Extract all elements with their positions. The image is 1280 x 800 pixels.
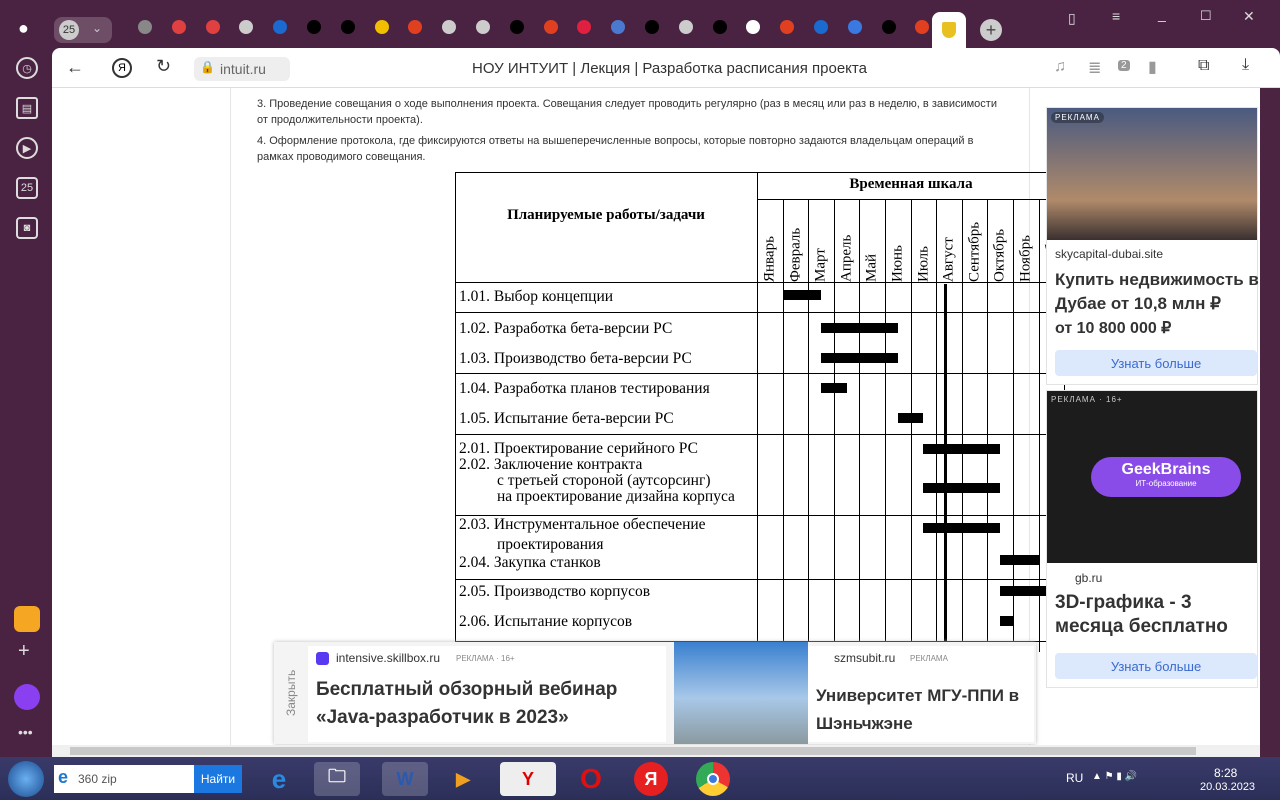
task-label: 2.02. Заключение контракта	[459, 456, 643, 473]
task-label: 2.01. Проектирование серийного РС	[459, 440, 698, 457]
ad-price: от 10 800 000 ₽	[1055, 320, 1172, 337]
grid-line	[1013, 199, 1014, 652]
browser-tab[interactable]	[709, 16, 731, 38]
horizontal-scrollbar[interactable]	[52, 745, 1260, 757]
scrollbar-thumb[interactable]	[70, 747, 1196, 755]
gantt-task-row	[459, 289, 613, 305]
browser-tab[interactable]	[607, 16, 629, 38]
back-button[interactable]: ←	[66, 57, 84, 77]
yandex-icon[interactable]: Я	[112, 58, 132, 78]
ad-card-realestate[interactable]	[1046, 107, 1258, 385]
month-label: Февраль	[787, 227, 804, 282]
media-player-icon[interactable]: ▶	[456, 768, 470, 789]
task-label: 1.05. Испытание бета-версии РС	[459, 410, 674, 427]
ad-badge: РЕКЛАМА · 16+	[456, 654, 515, 663]
collections-icon[interactable]: ▤	[16, 97, 38, 119]
calendar-icon[interactable]: 25	[16, 177, 38, 199]
list-item-4: 4. Оформление протокола, где фиксируются ответы на вышеперечисленные вопросы, которые повторно задаются владельцам операций в рамках проводимого совещания.	[257, 135, 974, 163]
close-ad-button[interactable]: Закрыть	[284, 669, 298, 717]
tray-icons[interactable]: ▲ ⚑ ▮ 🔊	[1092, 771, 1138, 782]
browser-tab[interactable]	[371, 16, 393, 38]
add-panel-icon[interactable]: +	[18, 640, 30, 662]
task-label: проектирования	[497, 536, 604, 553]
browser-tab[interactable]	[641, 16, 663, 38]
search-value: 360 zip	[78, 772, 117, 786]
ad-badge: РЕКЛАМА · 16+	[1051, 395, 1123, 404]
clock-time[interactable]: 8:28	[1214, 766, 1238, 780]
history-icon[interactable]: ◷	[16, 57, 38, 79]
ad-skillbox[interactable]	[308, 646, 666, 742]
row-divider	[455, 579, 1065, 580]
ad-image	[674, 642, 808, 744]
tab-group-button[interactable]	[54, 17, 112, 43]
headphones-icon[interactable]: ♫	[1054, 58, 1066, 75]
screenshot-icon[interactable]: ◙	[16, 217, 38, 239]
browser-tab[interactable]	[404, 16, 426, 38]
ad-image	[1047, 391, 1257, 563]
month-label: Сентябрь	[966, 221, 983, 282]
gantt-task-row	[459, 411, 674, 427]
grid-line	[834, 199, 835, 652]
browser-tab[interactable]	[540, 16, 562, 38]
ad-title: Купить недвижимость в Дубае от 10,8 млн ₽	[1055, 270, 1259, 313]
gantt-chart-image	[455, 172, 1065, 652]
list-item-3: 3. Проведение совещания о ходе выполнения проекта. Совещания следует проводить регулярно (раз в месяц или раз в неделю, в зависимости от продолжительности проекта).	[257, 98, 997, 126]
profile-icon[interactable]: ●	[18, 18, 29, 38]
task-label: 1.02. Разработка бета-версии РС	[459, 320, 673, 337]
browser-tab[interactable]	[810, 16, 832, 38]
task-label: 1.03. Производство бета-версии РС	[459, 350, 692, 367]
browser-sidebar	[0, 48, 52, 758]
browser-tab[interactable]	[573, 16, 595, 38]
month-label: Июль	[915, 246, 932, 282]
maximize-button[interactable]: ☐	[1200, 8, 1212, 23]
browser-tab[interactable]	[134, 16, 156, 38]
gantt-task-row	[459, 555, 601, 571]
grid-line	[859, 199, 860, 652]
ad-title: Бесплатный обзорный вебинар «Java-разработчик в 2023»	[316, 679, 618, 728]
new-tab-button[interactable]: +	[980, 19, 1002, 41]
more-icon[interactable]: •••	[18, 724, 33, 740]
gantt-task-row	[459, 517, 706, 553]
ad-card-geekbrains[interactable]	[1046, 390, 1258, 688]
extensions-icon[interactable]: ⧉	[1198, 57, 1210, 74]
browser-tab[interactable]	[776, 16, 798, 38]
task-label: 1.01. Выбор концепции	[459, 288, 614, 305]
ad-image	[1047, 108, 1257, 240]
minimize-button[interactable]: _	[1158, 6, 1166, 22]
row-divider	[455, 434, 1065, 435]
browser-tab[interactable]	[337, 16, 359, 38]
bookmarks-icon[interactable]: ▯	[1068, 10, 1076, 26]
bottom-ad-banner	[274, 642, 1036, 744]
mail-icon[interactable]	[14, 606, 40, 632]
browser-tab[interactable]	[438, 16, 460, 38]
tasks-column-header: Планируемые работы/задачи	[507, 207, 705, 223]
row-divider	[455, 282, 1065, 283]
task-label: 2.05. Производство корпусов	[459, 583, 651, 600]
ad-badge: РЕКЛАМА	[1051, 112, 1104, 123]
month-label: Апрель	[838, 234, 855, 282]
task-label: на проектирование дизайна корпуса	[497, 488, 735, 505]
gantt-task-row	[459, 351, 692, 367]
gantt-bar	[783, 290, 821, 300]
task-label: 1.04. Разработка планов тестирования	[459, 380, 710, 397]
ad-domain: skycapital-dubai.site	[1055, 247, 1164, 261]
ad-brand: GeekBrains	[1121, 461, 1211, 478]
shield-icon	[942, 22, 956, 38]
active-tab[interactable]	[932, 12, 966, 48]
gantt-bar	[1000, 555, 1038, 565]
lock-icon: 🔒	[200, 60, 215, 74]
word-icon[interactable]: W	[382, 762, 428, 796]
task-label: 2.06. Испытание корпусов	[459, 613, 633, 630]
learn-more-button[interactable]: Узнать больше	[1055, 350, 1257, 376]
gantt-task-row	[459, 614, 632, 630]
tab-count: 25	[59, 20, 79, 40]
month-label: Январь	[761, 236, 778, 282]
gantt-bar	[821, 383, 847, 393]
browser-tab[interactable]	[506, 16, 528, 38]
ad-brand-sub: ИТ-образование	[1135, 479, 1197, 488]
browser-tab[interactable]	[269, 16, 291, 38]
browser-tab[interactable]	[911, 16, 933, 38]
row-divider	[455, 373, 1065, 374]
grid-line	[1039, 199, 1040, 652]
gantt-task-row	[459, 441, 698, 457]
ad-title: 3D-графика - 3 месяца бесплатно	[1055, 592, 1228, 637]
reload-button[interactable]: ↻	[156, 56, 172, 76]
timeline-header: Временная шкала	[849, 176, 973, 192]
reviews-badge[interactable]: 2	[1118, 60, 1130, 71]
grid-line	[962, 199, 963, 652]
explorer-icon[interactable]: 🗀	[314, 762, 360, 796]
browser-tab[interactable]	[675, 16, 697, 38]
alice-icon[interactable]	[14, 684, 40, 710]
grid-line	[885, 199, 886, 652]
chevron-down-icon: ⌄	[92, 21, 103, 35]
yandex-icon[interactable]: Я	[634, 762, 668, 796]
browser-tab[interactable]	[303, 16, 325, 38]
task-label: 2.04. Закупка станков	[459, 554, 601, 571]
video-icon[interactable]: ▶	[16, 137, 38, 159]
gantt-bar	[821, 353, 898, 363]
month-label: Ноябрь	[1017, 235, 1034, 282]
grid-line	[936, 199, 937, 652]
gantt-task-row	[459, 321, 672, 337]
downloads-icon[interactable]: ⤓	[1242, 56, 1250, 73]
ie-icon: e	[58, 767, 69, 787]
month-label: Октябрь	[991, 228, 1008, 282]
address-bar	[52, 48, 1280, 88]
month-label: Май	[863, 253, 880, 282]
start-button[interactable]	[8, 761, 44, 797]
gantt-task-row	[459, 457, 735, 505]
skillbox-icon	[316, 652, 329, 665]
page-content	[52, 88, 1260, 745]
opera-icon[interactable]: O	[580, 763, 602, 794]
browser-tab[interactable]	[742, 16, 764, 38]
current-date-line	[944, 284, 947, 652]
ad-university[interactable]	[808, 646, 1034, 742]
clock-date[interactable]: 20.03.2023	[1200, 781, 1256, 793]
browser-tab[interactable]	[202, 16, 224, 38]
ad-domain: szmsubit.ru	[834, 651, 896, 665]
gantt-bar	[898, 413, 924, 423]
gantt-bar	[923, 444, 1000, 454]
language-indicator[interactable]: RU	[1066, 771, 1084, 785]
browser-tab[interactable]	[168, 16, 190, 38]
tab-bar	[0, 0, 1280, 48]
gantt-task-row	[459, 584, 650, 600]
grid-line	[808, 199, 809, 652]
grid-line	[987, 199, 988, 652]
ad-domain: gb.ru	[1075, 571, 1103, 585]
gantt-bar	[923, 523, 1000, 533]
close-window-button[interactable]: ✕	[1243, 8, 1255, 24]
ad-domain: intensive.skillbox.ru	[336, 651, 441, 665]
task-label: с третьей стороной (аутсорсинг)	[497, 472, 711, 489]
grid-line	[911, 199, 912, 652]
gantt-bar	[1000, 586, 1051, 596]
grid-line	[783, 199, 784, 652]
search-button[interactable]: Найти	[194, 765, 242, 793]
ad-title: Университет МГУ-ППИ в Шэньчжэне	[816, 686, 1020, 733]
internet-explorer-icon[interactable]: e	[271, 763, 287, 794]
bookmark-icon[interactable]: ▮	[1148, 59, 1157, 76]
chrome-icon[interactable]	[696, 762, 730, 796]
browser-tab[interactable]	[878, 16, 900, 38]
gantt-task-row	[459, 381, 710, 397]
browser-tab[interactable]	[844, 16, 866, 38]
ad-badge: РЕКЛАМА	[910, 654, 948, 663]
geekbrains-logo	[1091, 457, 1241, 497]
month-label: Июнь	[889, 245, 906, 282]
gantt-bar	[923, 483, 1000, 493]
search-input[interactable]	[54, 765, 194, 793]
menu-icon[interactable]: ≡	[1112, 8, 1121, 24]
row-divider	[455, 312, 1065, 313]
url-text: intuit.ru	[220, 61, 266, 77]
month-label: Март	[812, 248, 829, 282]
page-title: НОУ ИНТУИТ | Лекция | Разработка расписания проекта	[472, 60, 867, 77]
gantt-bar	[1000, 616, 1013, 626]
learn-more-button[interactable]: Узнать больше	[1055, 653, 1257, 679]
month-label: Август	[940, 237, 957, 282]
browser-tab[interactable]	[472, 16, 494, 38]
gantt-bar	[821, 323, 898, 333]
task-label: 2.03. Инструментальное обеспечение	[459, 516, 706, 533]
browser-tab[interactable]	[235, 16, 257, 38]
yandex-browser-icon[interactable]: Y	[500, 762, 556, 796]
url-field[interactable]	[194, 57, 290, 81]
reader-icon[interactable]: ≣	[1088, 60, 1102, 77]
